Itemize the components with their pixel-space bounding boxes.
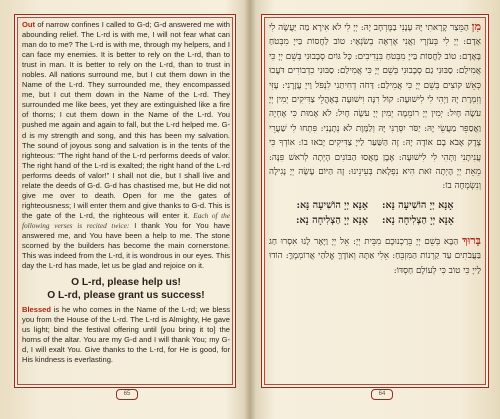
hebrew-paragraph-2 [269,234,481,278]
refrain-help-us: O L-rd, please help us! [71,277,181,289]
english-paragraph-1 [22,20,230,271]
english-text-block [22,20,230,365]
hebrew-refrain-a2: אָנָּא יְיָ הוֹשִׁיעָה נָּא: [296,199,368,211]
right-page-hebrew [259,6,495,410]
hebrew-body-1: הַמֵּצַר קָרָאתִי יָּהּ עָנָנִי בַמֶּרְחָב יָהּ: יְיָ לִי לֹא אִירָא מַה יַּעֲשֶׂה לִי אָדָם: יְיָ לִי בְּעֹזְרָי וַאֲנִי אֶרְאֶה בְשֹׂנְאָי: טוֹב לַחֲסוֹת בַּייָ מִבְּטֹחַ בָּאָדָם: טוֹב לַחֲסוֹת בַּייָ מִבְּטֹחַ בִּנְדִיבִים: כָּל גּוֹיִם סְבָבוּנִי בְּשֵׁם יְיָ כִּי אֲמִילַם: סַבּוּנִי גַם סְבָבוּנִי בְּשֵׁם יְיָ כִּי אֲמִילַם: סַבּוּנִי כִדְבוֹרִים דֹּעֲכוּ כְּאֵשׁ קוֹצִים בְּשֵׁם יְיָ כִּי אֲמִילַם: דַּחֹה דְחִיתַנִי לִנְפֹּל וַייָ עֲזָרָנִי: עָזִּי וְזִמְרָת יָהּ וַיְהִי לִי לִישׁוּעָה: קוֹל רִנָּה וִישׁוּעָה בְּאָהֳלֵי צַדִּיקִים יְמִין יְיָ עֹשָׂה חָיִל: יְמִין יְיָ רוֹמֵמָה יְמִין יְיָ עֹשָׂה חָיִל: לֹא אָמוּת כִּי אֶחְיֶה וַאֲסַפֵּר מַעֲשֵׂי יָהּ: יַסֹּר יִסְּרַנִּי יָּהּ וְלַמָּוֶת לֹא נְתָנָנִי: פִּתְחוּ לִי שַׁעֲרֵי צֶדֶק אָבֹא בָם אוֹדֶה יָהּ: זֶה הַשַּׁעַר לַייָ צַדִּיקִים יָבֹאוּ בוֹ: אוֹדְךָ כִּי עֲנִיתָנִי וַתְּהִי לִי לִישׁוּעָה: אֶבֶן מָאֲסוּ הַבּוֹנִים הָיְתָה לְרֹאשׁ פִּנָּה: מֵאֵת יְיָ הָיְתָה זֹּאת הִיא נִפְלָאת בְּעֵינֵינוּ: זֶה הַיּוֹם עָשָׂה יְיָ נָגִילָה וְנִשְׂמְחָה בוֹ: [269,23,481,192]
refrain-grant-success: O L-rd, please grant us success! [47,290,205,302]
hebrew-refrain-a1: אָנָּא יְיָ הוֹשִׁיעָה נָּא: [382,199,454,211]
english-body-2: is he who comes in the Name of the L-rd; we bless you from the House of the L-rd. The L-rd is Almighty, He gave us light; bind the festival offering until [you bring it to] the horns of the altar. You are my G-d and I will thank You; my G-d, I will exalt You. Give thanks to the L-rd, for He is good, for His kindness is everlasting. [22,305,230,365]
page-number-right: 64 [371,389,393,400]
hebrew-body-2: הַבָּא בְּשֵׁם יְיָ בֵּרַכְנוּכֶם מִבֵּית יְיָ: אֵל יְיָ וַיָּאֶר לָנוּ אִסְרוּ חַג בַּעֲבֹתִים עַד קַרְנוֹת הַמִּזְבֵּחַ: אֵלִי אַתָּה וְאוֹדֶךָּ אֱלֹהַי אֲרוֹמְמֶךָּ: הוֹדוּ לַייָ כִּי טוֹב כִּי לְעוֹלָם חַסְדּוֹ: [269,236,481,276]
hebrew-refrain-b2: אָנָּא יְיָ הַצְלִיחָה נָא: [295,214,368,226]
hebrew-refrain-row-1 [269,198,481,213]
english-body-1-tail: I thank You for You have answered me, and You have been a help to me. The stone scorned by the builders has become the main cornerstone. This was indeed from the L-rd, it is wondrous in our eyes. This day the L-rd has made, let us be glad and rejoice on it. [22,220,230,271]
hebrew-paragraph-1 [269,20,481,194]
hebrew-drop-word-2: בָּרוּךְ [462,233,481,247]
hebrew-text-block [269,20,481,278]
english-rubric: Each of the following verses is recited twice: [22,210,231,230]
book-gutter [244,0,256,419]
page-number-left: 65 [116,389,138,400]
english-body-1: of narrow confines I called to G-d; G-d answered me with abounding relief. The L-rd is with me, I will not fear what can man do to me? The L-rd is with me, through my helpers, and I can face my enemies. It is better to rely on the L-rd, than to trust in man. It is better to rely on the L-rd, than to trust in nobles. All nations surround me, but I cut them down in the Name of the L-rd. They surrounded me, they encompassed me, but I cut them down in the Name of the L-rd. They surrounded me like bees, yet they are extinguished like a fire of thorns; I cut them down in the Name of the L-rd. You pushed me again and again to fall, but the L-rd helped me. G-d is my strength and song, and this has been my salvation. The sound of joyous song and salvation is in the tents of the righteous: "The right hand of the L-rd performs deeds of valor. The right hand of the L-rd is exalted; the right hand of the L-rd performs deeds of valor!" I shall not die, but I shall live and relate the deeds of G-d. G-d has chastised me, but He did not give me over to death. Open for me the gates of righteousness; I will enter them and give thanks to G-d. This is the gate of the L-rd, the righteous will enter it. [22,20,230,220]
left-page-english [8,6,240,410]
english-paragraph-2 [22,305,230,365]
english-drop-word-2: Blessed [22,305,51,315]
hebrew-refrain-row-2 [269,213,481,228]
english-refrain [22,276,230,302]
hebrew-drop-word: מִן [471,20,481,33]
hebrew-refrain-b1: אָנָּא יְיָ הַצְלִיחָה נָא: [382,214,455,226]
english-drop-word: Out [22,20,35,29]
